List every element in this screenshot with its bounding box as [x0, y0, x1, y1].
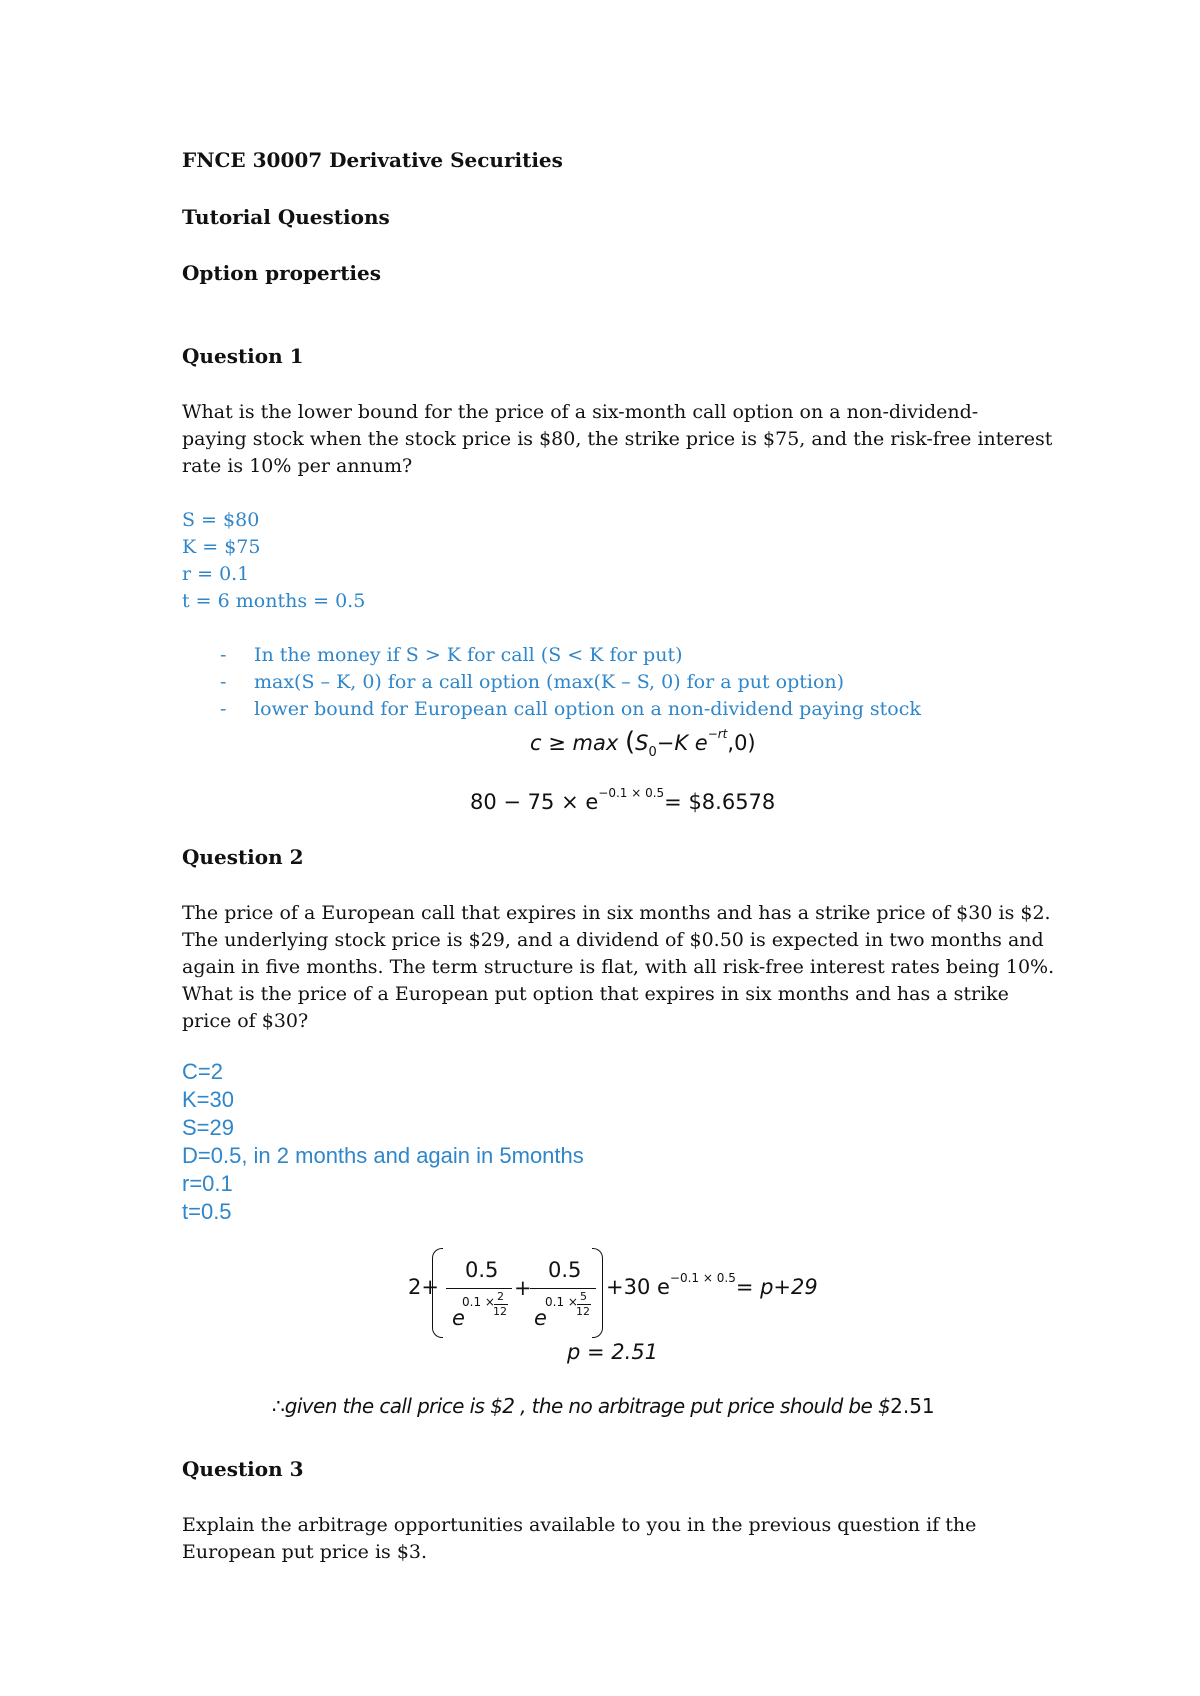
big-left-paren — [432, 1248, 443, 1338]
question-2-heading: Question 2 — [182, 845, 304, 869]
formula-subscript: 0 — [648, 745, 657, 760]
fraction-2-exponent: 0.1 × — [545, 1295, 578, 1309]
given-value: D=0.5, in 2 months and again in 5months — [182, 1143, 584, 1168]
formula-open-paren: ( — [624, 727, 636, 757]
bullet-item: max(S – K, 0) for a call option (max(K – S, 0) for a put option) — [254, 671, 845, 693]
formula-exponent: −rt — [707, 727, 728, 741]
section-topic: Option properties — [182, 261, 382, 285]
question-2-text-line: The price of a European call that expires in six months and has a strike price of $30 is $2. — [182, 902, 1051, 924]
lower-bound-formula — [530, 727, 756, 760]
formula-s: S — [635, 731, 649, 755]
bullet-item-marker: - — [220, 698, 227, 720]
fraction-2-numerator: 0.5 — [548, 1258, 582, 1282]
fraction-1-exponent: 0.1 × — [462, 1295, 495, 1309]
given-value: r = 0.1 — [182, 563, 250, 585]
conclusion — [272, 1394, 935, 1418]
conclusion-value: 2.51 — [890, 1394, 935, 1418]
fraction-2-exp-num: 5 — [580, 1290, 587, 1303]
question-1-text-line: What is the lower bound for the price of a six-month call option on a non-dividend- — [182, 401, 979, 423]
lower-bound-result — [470, 786, 776, 814]
formula-tail: ,0) — [727, 731, 756, 755]
fraction-1-base: e — [452, 1306, 465, 1330]
bullet-item: lower bound for European call option on a non-dividend paying stock — [254, 698, 921, 720]
fraction-2-base: e — [534, 1306, 547, 1330]
question-1-text-line: paying stock when the stock price is $80, the strike price is $75, and the risk-free interest — [182, 428, 1053, 450]
question-3-text-line: Explain the arbitrage opportunities available to you in the previous question if the — [182, 1514, 977, 1536]
given-value: t=0.5 — [182, 1199, 232, 1224]
question-3-heading: Question 3 — [182, 1457, 304, 1481]
bullet-item: In the money if S > K for call (S < K for put) — [254, 644, 683, 666]
given-value: S=29 — [182, 1115, 234, 1140]
given-value: K = $75 — [182, 536, 261, 558]
question-3-text-line: European put price is $3. — [182, 1541, 428, 1563]
document-subtitle: Tutorial Questions — [182, 205, 390, 229]
given-value: t = 6 months = 0.5 — [182, 590, 366, 612]
discount-exponent: −0.1 × 0.5 — [669, 1271, 736, 1285]
formula-lhs: c ≥ max — [530, 731, 619, 755]
given-value: r=0.1 — [182, 1171, 233, 1196]
fraction-1-bar — [446, 1288, 512, 1289]
put-price-result: p = 2.51 — [567, 1340, 659, 1364]
therefore-symbol: ∴ — [272, 1394, 285, 1418]
bullet-marker: - — [220, 671, 227, 693]
formula-k-e: −K e — [656, 731, 708, 755]
question-2-text-line: The underlying stock price is $29, and a dividend of $0.50 is expected in two months and — [182, 929, 1044, 951]
fraction-1-numerator: 0.5 — [465, 1258, 499, 1282]
discount-term: +30 e — [606, 1275, 670, 1299]
question-2-text-line: again in five months. The term structure is flat, with all risk-free interest rates being 10%. — [182, 956, 1055, 978]
bullet-marker: - — [220, 644, 227, 666]
equation-lead: 2+ — [408, 1275, 439, 1299]
fraction-2-bar — [530, 1288, 596, 1289]
conclusion-text: given the call price is $2 , the no arbitrage put price should be $ — [284, 1394, 891, 1418]
question-2-text-line: price of $30? — [182, 1010, 309, 1032]
result-exponent: −0.1 × 0.5 — [598, 786, 665, 800]
question-2-text-line: What is the price of a European put option that expires in six months and has a strike — [182, 983, 1009, 1005]
fraction-1-exp-num: 2 — [497, 1290, 504, 1303]
question-1-heading: Question 1 — [182, 344, 304, 368]
equation-after — [606, 1271, 818, 1299]
result-expression: 80 − 75 × e — [470, 790, 599, 814]
fraction-1-exp-den: 12 — [493, 1305, 507, 1318]
given-value: K=30 — [182, 1087, 234, 1112]
equation-plus: + — [514, 1276, 532, 1300]
equation-rhs: = p+29 — [735, 1275, 818, 1299]
course-title: FNCE 30007 Derivative Securities — [182, 148, 563, 172]
fraction-2-exp-den: 12 — [576, 1305, 590, 1318]
question-1-text-line: rate is 10% per annum? — [182, 455, 413, 477]
given-value: S = $80 — [182, 509, 260, 531]
given-value: C=2 — [182, 1059, 223, 1084]
big-right-paren — [592, 1248, 603, 1338]
result-value: = $8.6578 — [664, 790, 776, 814]
